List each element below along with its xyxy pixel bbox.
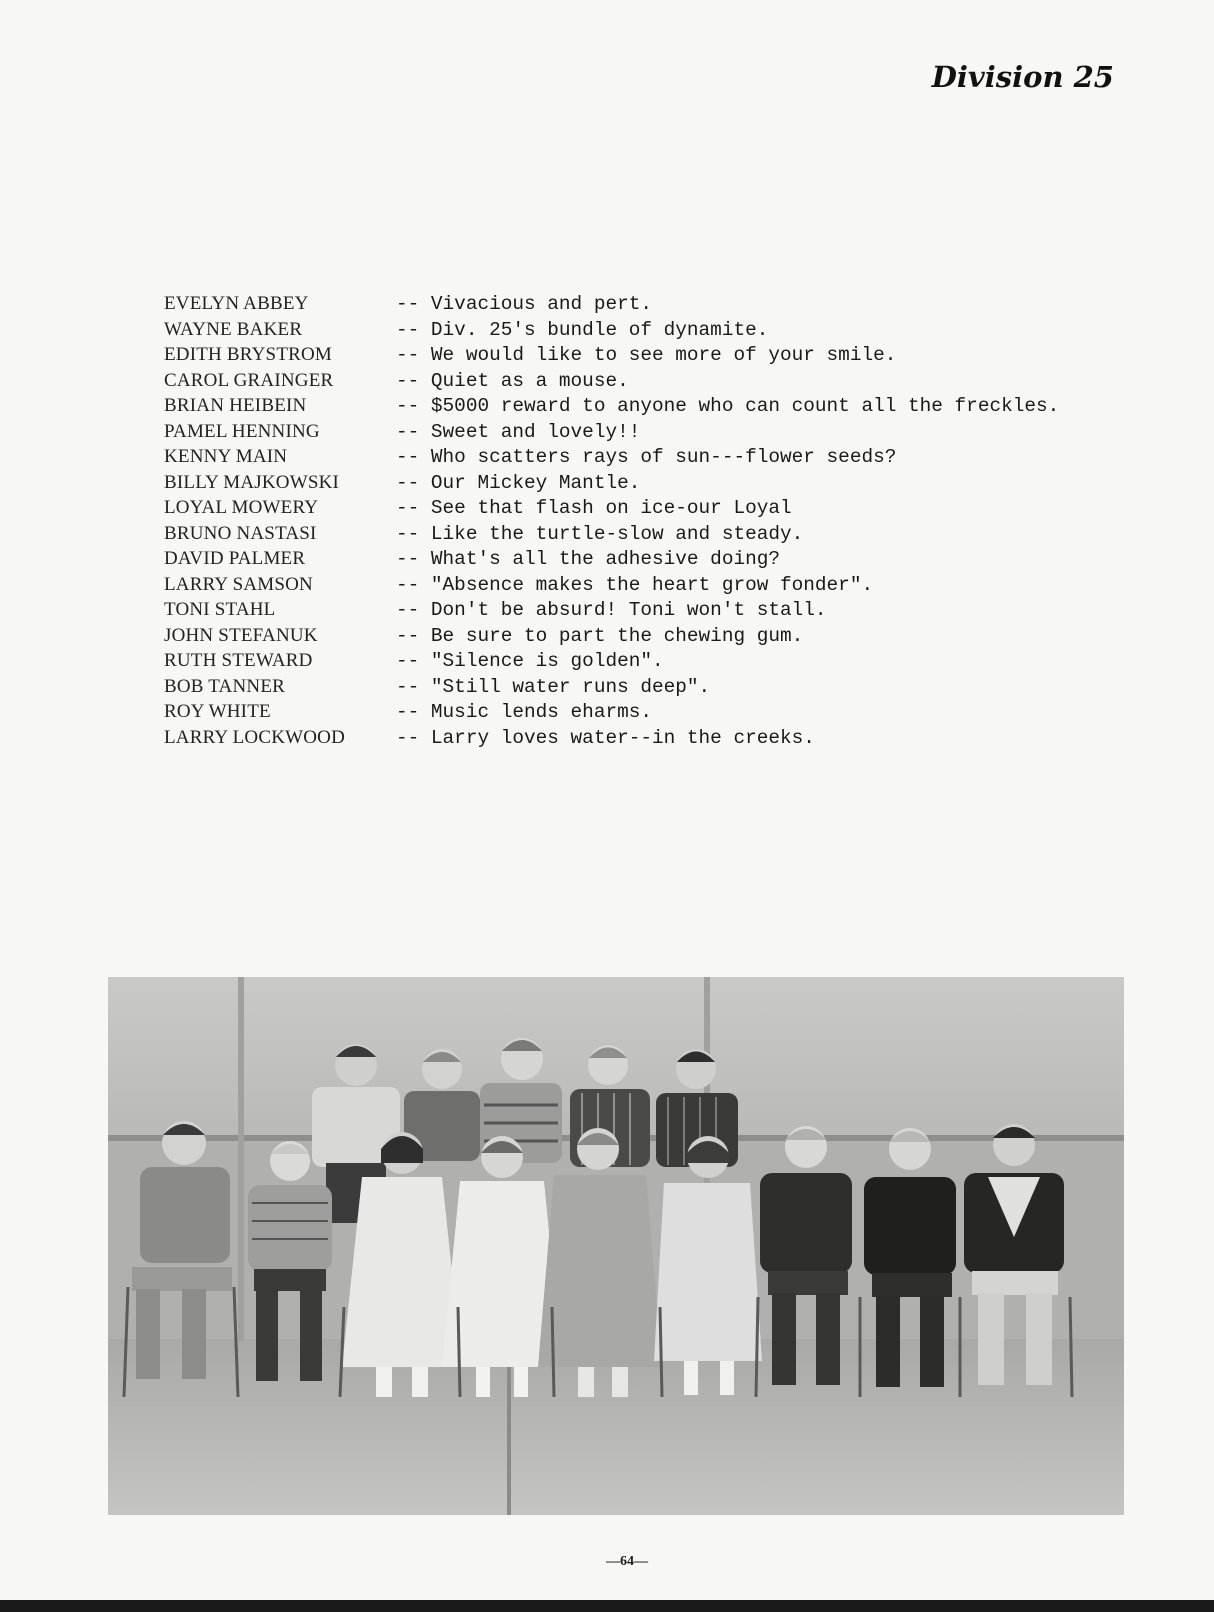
student-comment: -- What's all the adhesive doing? <box>396 548 780 570</box>
wall-column <box>238 977 244 1341</box>
roster-row <box>164 625 1154 651</box>
student-comment: -- Div. 25's bundle of dynamite. <box>396 318 769 341</box>
roster-row <box>164 523 1154 549</box>
student-comment: -- "Still water runs deep". <box>396 675 711 698</box>
student-name: RUTH STEWARD <box>164 650 313 671</box>
student-comment: -- "Absence makes the heart grow fonder". <box>396 573 874 596</box>
student-comment: -- Larry loves water--in the creeks. <box>396 726 815 749</box>
student-name: JOHN STEFANUK <box>164 624 318 646</box>
student-name: WAYNE BAKER <box>164 318 303 340</box>
roster-row <box>164 548 1154 574</box>
bottom-rule <box>0 1600 1214 1612</box>
student-comment: -- See that flash on ice-our Loyal <box>396 497 792 519</box>
student-comment: -- We would like to see more of your smile. <box>396 344 897 366</box>
page-number: —64— <box>606 1554 648 1569</box>
roster-row <box>164 421 1154 447</box>
student-comment: -- Vivacious and pert. <box>396 293 652 315</box>
student-comment: -- Don't be absurd! Toni won't stall. <box>396 599 827 621</box>
class-photo-illustration <box>108 977 1124 1515</box>
student-comment: -- Music lends eharms. <box>396 701 652 723</box>
page-heading: Division 25 <box>931 60 1114 94</box>
student-comment: -- Sweet and lovely!! <box>396 420 641 443</box>
student-name: KENNY MAIN <box>164 446 288 467</box>
student-name: BOB TANNER <box>164 675 286 697</box>
roster-row <box>164 574 1154 600</box>
roster-row <box>164 395 1154 421</box>
student-name: TONI STAHL <box>164 599 276 620</box>
roster-row <box>164 497 1154 523</box>
roster-row <box>164 344 1154 370</box>
student-comment: -- Who scatters rays of sun---flower seeds? <box>396 446 897 468</box>
roster-row <box>164 293 1154 319</box>
student-name: EDITH BRYSTROM <box>164 344 333 365</box>
student-name: DAVID PALMER <box>164 548 306 569</box>
front-row <box>132 1121 1064 1397</box>
roster-row <box>164 319 1154 345</box>
roster-row <box>164 676 1154 702</box>
student-comment: -- "Silence is golden". <box>396 650 664 672</box>
student-name: BRIAN HEIBEIN <box>164 395 307 416</box>
student-name: ROY WHITE <box>164 701 271 722</box>
roster-row <box>164 701 1154 727</box>
roster-row <box>164 650 1154 676</box>
student-name: BILLY MAJKOWSKI <box>164 471 340 493</box>
student-name: CAROL GRAINGER <box>164 369 334 391</box>
student-roster <box>164 293 1154 752</box>
student-name: EVELYN ABBEY <box>164 293 309 314</box>
student-name: PAMEL HENNING <box>164 420 320 442</box>
roster-row <box>164 370 1154 396</box>
class-photo <box>108 977 1124 1515</box>
student-comment: -- $5000 reward to anyone who can count all the freckles. <box>396 395 1060 417</box>
roster-row <box>164 599 1154 625</box>
student-comment: -- Be sure to part the chewing gum. <box>396 624 804 647</box>
student-comment: -- Our Mickey Mantle. <box>396 471 641 494</box>
roster-row <box>164 446 1154 472</box>
student-comment: -- Quiet as a mouse. <box>396 369 629 392</box>
student-name: LOYAL MOWERY <box>164 497 319 518</box>
student-name: BRUNO NASTASI <box>164 522 317 544</box>
roster-row <box>164 472 1154 498</box>
student-name: LARRY SAMSON <box>164 573 313 595</box>
student-comment: -- Like the turtle-slow and steady. <box>396 522 804 545</box>
roster-row <box>164 727 1154 753</box>
student-name: LARRY LOCKWOOD <box>164 726 346 748</box>
